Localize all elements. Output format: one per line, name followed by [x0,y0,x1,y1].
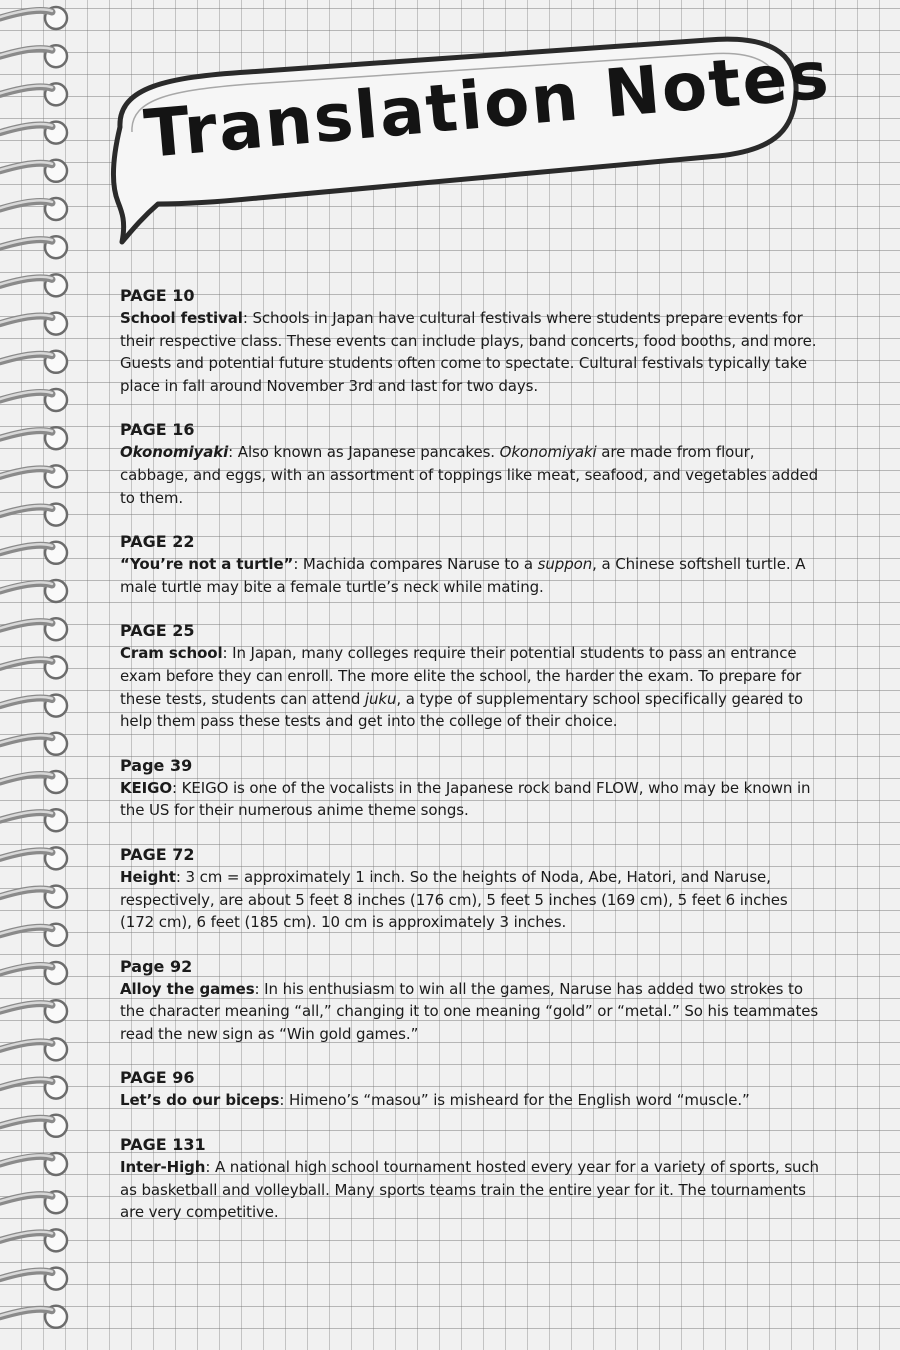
note-page-92 [120,956,820,1046]
note-text [120,553,820,598]
note-page-label: PAGE 131 [120,1135,206,1155]
note-text [120,441,820,509]
spiral-ring [0,618,67,640]
note-page-96 [120,1067,820,1112]
note-term: Okonomiyaki [120,443,229,462]
spiral-ring [0,924,67,946]
spiral-ring [0,389,67,411]
spiral-ring [0,656,67,678]
spiral-ring [0,771,67,793]
note-description: : Also known as Japanese pancakes. [228,443,500,462]
note-text [120,978,820,1046]
spiral-ring [0,1268,67,1290]
spiral-ring [0,122,67,144]
note-text [120,307,820,397]
spiral-ring [0,809,67,831]
spiral-ring [0,313,67,335]
spiral-ring [0,1229,67,1251]
note-text [120,1156,820,1224]
note-page-22 [120,531,820,598]
note-page-label: PAGE 72 [120,844,195,864]
note-description: : Himeno’s “masou” is misheard for the English word “muscle.” [279,1091,750,1110]
spiral-ring [0,1038,67,1060]
spiral-ring [0,83,67,105]
note-page-label: PAGE 10 [120,286,195,305]
spiral-ring [0,1077,67,1099]
note-term: KEIGO [120,778,173,797]
note-text [120,866,820,934]
note-page-label: Page 92 [120,956,193,976]
spiral-ring [0,45,67,67]
spiral-ring [0,236,67,258]
note-page-label: PAGE 96 [120,1068,195,1088]
spiral-ring [0,695,67,717]
spiral-ring [0,427,67,449]
spiral-ring [0,1191,67,1213]
spiral-ring [0,465,67,487]
spiral-ring [0,962,67,984]
note-text [120,777,820,822]
note-term: School festival [120,309,243,327]
note-description: are made from flour, cabbage, and eggs, with an assortment of toppings like meat, seafood, and vegetables added to them. [120,443,819,507]
note-page-label: PAGE 16 [120,420,195,440]
note-page-72 [120,844,820,934]
note-description: : In his enthusiasm to win all the games, Naruse has added two strokes to the character meaning “all,” changing it to one meaning “gold” or “metal.” So his teammates read the new sign as “Win gold games.” [120,979,819,1043]
spiral-ring [0,198,67,220]
note-italic-word: suppon [537,555,593,574]
note-page-16 [120,419,820,509]
note-page-label: PAGE 22 [120,532,195,552]
spiral-ring [0,1153,67,1175]
note-description: : A national high school tournament hosted every year for a variety of sports, such as basketball and volleyball. Many sports teams train the entire year for it. The tournaments are very competitive. [120,1158,819,1222]
spiral-ring [0,504,67,526]
spiral-binding [0,0,80,1350]
spiral-ring [0,160,67,182]
spiral-ring [0,542,67,564]
note-term: Let’s do our biceps [120,1091,280,1110]
note-page-label: PAGE 25 [120,621,195,641]
note-page-39 [120,755,820,822]
note-description: : KEIGO is one of the vocalists in the Japanese rock band FLOW, who may be known in the US for their numerous anime theme songs. [120,778,811,820]
note-page-25 [120,620,820,732]
spiral-ring [0,1000,67,1022]
note-page-10 [120,285,820,397]
spiral-ring [0,886,67,908]
note-description: , a type of supplementary school specifically geared to help them pass these tests and get into the college of their choice. [120,689,803,731]
note-italic-word: Okonomiyaki [499,443,597,462]
note-page-131 [120,1134,820,1224]
spiral-ring [0,274,67,296]
spiral-ring [0,847,67,869]
note-term: Height [120,867,176,886]
spiral-ring [0,733,67,755]
note-description: : Schools in Japan have cultural festivals where students prepare events for their respective class. These events can include plays, band concerts, food booths, and more. Guests and potential future students often come to spectate. Cultural festivals typically take place in fall around November 3rd and last for two days. [120,309,817,395]
spiral-ring [0,1115,67,1137]
title-bubble [108,32,834,247]
note-text [120,642,820,732]
note-page-label: Page 39 [120,755,193,775]
note-italic-word: juku [364,689,397,708]
note-term: “You’re not a turtle” [120,555,294,574]
note-term: Inter-High [120,1158,206,1177]
note-description: : In Japan, many colleges require their potential students to pass an entrance exam before they can enroll. The more elite the school, the harder the exam. To prepare for these tests, students can attend [120,644,802,708]
spiral-ring [0,7,67,29]
note-text [120,1089,820,1112]
note-description: , a Chinese softshell turtle. A male turtle may bite a female turtle’s neck while mating. [120,555,806,596]
translation-notes [120,285,820,1246]
note-term: Cram school [120,644,223,663]
note-description: : 3 cm = approximately 1 inch. So the heights of Noda, Abe, Hatori, and Naruse, respectively, are about 5 feet 8 inches (176 cm), 5 feet 5 inches (169 cm), 5 feet 6 inches (172 cm), 6 feet (185 cm). 10 cm is approximately 3 inches. [120,867,788,932]
page-title: Translation Notes [141,36,834,174]
spiral-ring [0,351,67,373]
spiral-ring [0,580,67,602]
note-term: Alloy the games [120,979,255,998]
spiral-ring [0,1306,67,1328]
note-description: : Machida compares Naruse to a [293,555,538,574]
